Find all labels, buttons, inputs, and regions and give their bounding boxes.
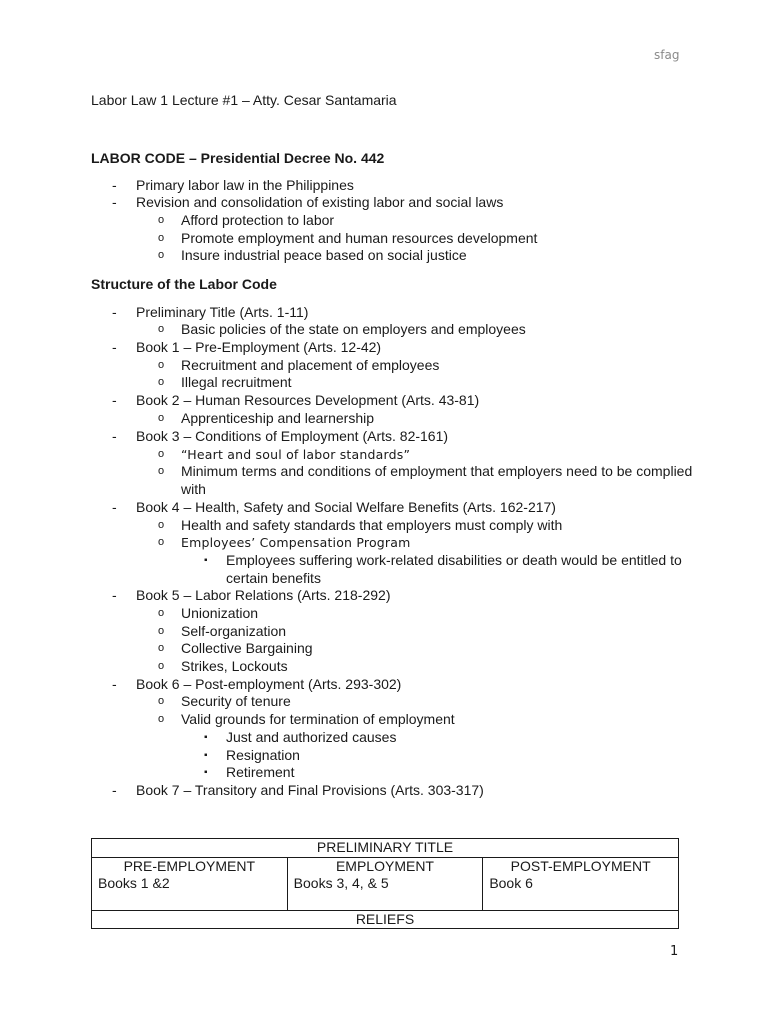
book-5-title: Book 5 – Labor Relations (Arts. 218-292)	[136, 587, 391, 603]
book-6-subitem: Just and authorized causes	[226, 729, 397, 745]
circle-bullet: o	[158, 359, 165, 371]
table-column-cell	[483, 857, 679, 910]
structure-table	[91, 838, 679, 929]
dash-bullet: -	[112, 339, 117, 355]
circle-bullet: o	[158, 232, 165, 244]
book-3-title: Book 3 – Conditions of Employment (Arts. 82-161)	[136, 428, 449, 444]
book-3-item-continued: with	[181, 481, 206, 497]
book-5-item: Collective Bargaining	[181, 640, 313, 656]
circle-bullet: o	[158, 412, 165, 424]
book-4-title: Book 4 – Health, Safety and Social Welfare Benefits (Arts. 162-217)	[136, 499, 556, 515]
circle-bullet: o	[158, 323, 165, 335]
column-title: EMPLOYMENT	[335, 857, 434, 874]
circle-bullet: o	[158, 625, 165, 637]
book-4-item: Health and safety standards that employers must comply with	[181, 517, 563, 533]
table-top-cell: PRELIMINARY TITLE	[92, 839, 679, 858]
book-6-subitem: Resignation	[226, 747, 300, 763]
table-column-cell	[92, 857, 288, 910]
preliminary-title: Preliminary Title (Arts. 1-11)	[136, 304, 309, 320]
dash-bullet: -	[112, 676, 117, 692]
table-bottom-cell: RELIEFS	[92, 910, 679, 929]
column-sub: Books 3, 4, & 5	[293, 875, 389, 891]
book-5-item: Self-organization	[181, 623, 287, 639]
square-bullet: ▪	[204, 750, 208, 761]
book-3-item: Minimum terms and conditions of employment that employers need to be complied	[181, 463, 693, 479]
column-title: POST-EMPLOYMENT	[510, 857, 651, 874]
structure-heading: Structure of the Labor Code	[91, 276, 277, 292]
book-1-item: Illegal recruitment	[181, 374, 292, 390]
square-bullet: ▪	[204, 767, 208, 778]
circle-bullet: o	[158, 448, 165, 460]
circle-bullet: o	[158, 519, 165, 531]
book-1-item: Recruitment and placement of employees	[181, 357, 440, 373]
book-3-item: “Heart and soul of labor standards”	[181, 447, 411, 462]
book-6-item: Valid grounds for termination of employment	[181, 711, 455, 727]
labor-code-subpoint: Insure industrial peace based on social justice	[181, 247, 467, 263]
dash-bullet: -	[112, 392, 117, 408]
dash-bullet: -	[112, 194, 117, 210]
circle-bullet: o	[158, 713, 165, 725]
book-7-title: Book 7 – Transitory and Final Provisions (Arts. 303-317)	[136, 782, 484, 798]
book-2-item: Apprenticeship and learnership	[181, 410, 375, 426]
labor-code-point: Primary labor law in the Philippines	[136, 177, 354, 193]
labor-code-subpoint: Afford protection to labor	[181, 212, 335, 228]
labor-code-heading: LABOR CODE – Presidential Decree No. 442	[91, 150, 385, 166]
book-4-subitem-continued: certain benefits	[226, 570, 321, 586]
circle-bullet: o	[158, 376, 165, 388]
column-sub: Books 1 &2	[98, 875, 170, 891]
book-6-subitem: Retirement	[226, 764, 295, 780]
labor-code-point: Revision and consolidation of existing labor and social laws	[136, 194, 504, 210]
labor-code-subpoint: Promote employment and human resources development	[181, 230, 538, 246]
circle-bullet: o	[158, 607, 165, 619]
preliminary-item: Basic policies of the state on employers and employees	[181, 321, 526, 337]
book-6-title: Book 6 – Post-employment (Arts. 293-302)	[136, 676, 402, 692]
column-sub: Book 6	[489, 875, 533, 891]
header-mark: sfag	[654, 48, 680, 62]
book-5-item: Unionization	[181, 605, 259, 621]
book-1-title: Book 1 – Pre-Employment (Arts. 12-42)	[136, 339, 382, 355]
dash-bullet: -	[112, 177, 117, 193]
circle-bullet: o	[158, 465, 165, 477]
table-column-cell	[287, 857, 483, 910]
dash-bullet: -	[112, 428, 117, 444]
book-6-item: Security of tenure	[181, 693, 291, 709]
circle-bullet: o	[158, 536, 165, 548]
book-4-item: Employees’ Compensation Program	[181, 535, 411, 550]
circle-bullet: o	[158, 642, 165, 654]
book-4-subitem: Employees suffering work-related disabilities or death would be entitled to	[226, 552, 682, 568]
square-bullet: ▪	[204, 555, 208, 566]
lecture-title: Labor Law 1 Lecture #1 – Atty. Cesar Santamaria	[91, 92, 397, 108]
book-5-item: Strikes, Lockouts	[181, 658, 288, 674]
circle-bullet: o	[158, 695, 165, 707]
circle-bullet: o	[158, 660, 165, 672]
dash-bullet: -	[112, 304, 117, 320]
circle-bullet: o	[158, 249, 165, 261]
square-bullet: ▪	[204, 732, 208, 743]
dash-bullet: -	[112, 587, 117, 603]
dash-bullet: -	[112, 782, 117, 798]
book-2-title: Book 2 – Human Resources Development (Arts. 43-81)	[136, 392, 480, 408]
page-number: 1	[670, 944, 679, 959]
column-title: PRE-EMPLOYMENT	[123, 857, 256, 874]
dash-bullet: -	[112, 499, 117, 515]
circle-bullet: o	[158, 214, 165, 226]
